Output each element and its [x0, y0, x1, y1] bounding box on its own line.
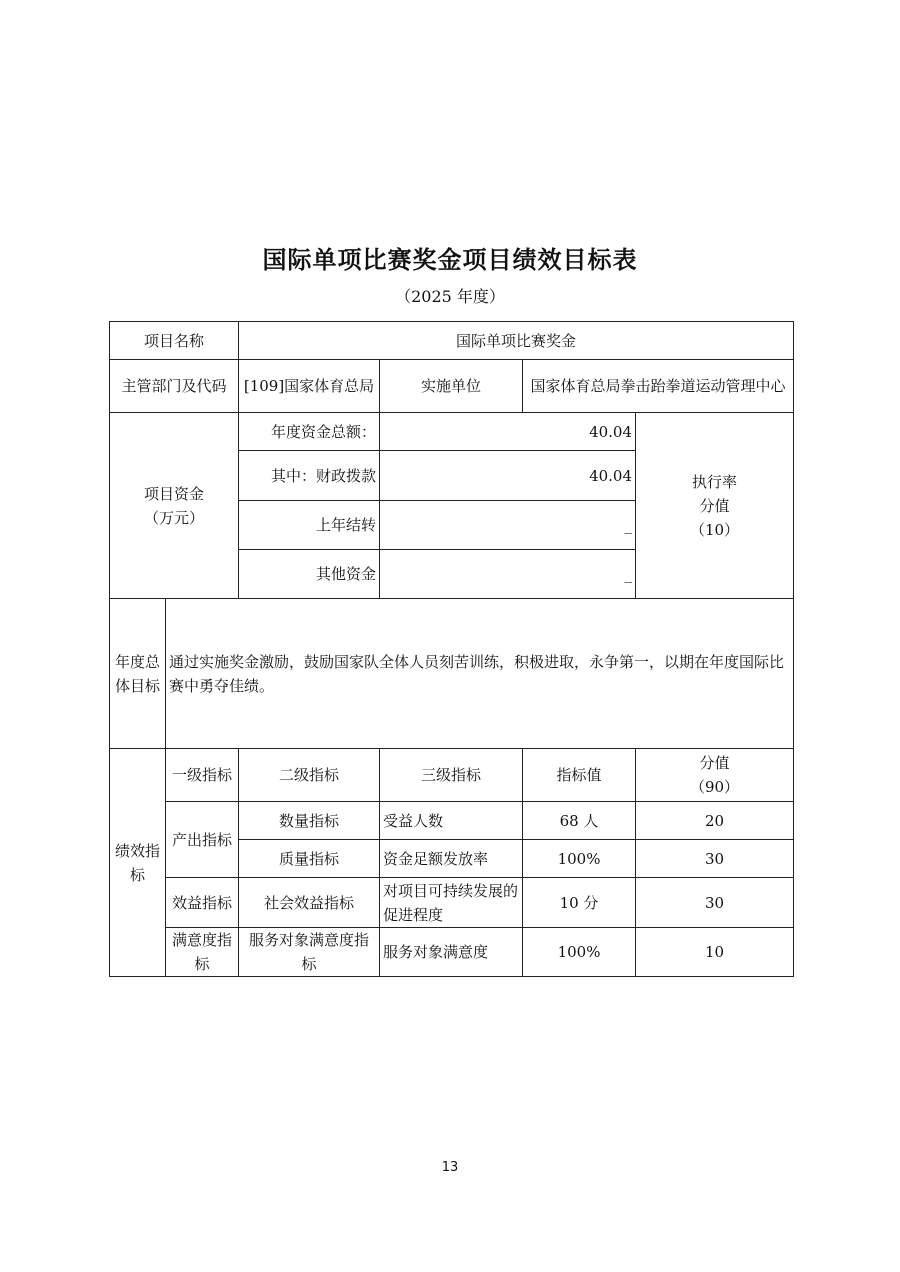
- score-cell: 30: [636, 878, 794, 928]
- table-row: [110, 413, 794, 451]
- score-cell: 30: [636, 840, 794, 878]
- table-row: [110, 599, 794, 749]
- level3-cell: 对项目可持续发展的促进程度: [380, 878, 523, 928]
- value-cell: 100%: [523, 928, 636, 977]
- page-title: 国际单项比赛奖金项目绩效目标表: [262, 246, 638, 274]
- page-number: 13: [441, 1160, 459, 1175]
- score-cell: 20: [636, 802, 794, 840]
- level3-cell: 资金足额发放率: [380, 840, 523, 878]
- table-row: [110, 749, 794, 802]
- level1-benefit: 效益指标: [166, 878, 239, 928]
- header-level3: 三级指标: [380, 749, 523, 802]
- performance-table: [109, 321, 794, 977]
- table-row: [110, 360, 794, 413]
- level1-output: 产出指标: [166, 802, 239, 878]
- header-level1: 一级指标: [166, 749, 239, 802]
- score-cell: 10: [636, 928, 794, 977]
- project-name-value: 国际单项比赛奖金: [239, 322, 794, 360]
- level3-cell: 受益人数: [380, 802, 523, 840]
- header-level2: 二级指标: [239, 749, 380, 802]
- level2-cell: 数量指标: [239, 802, 380, 840]
- funds-row-value: 40.04: [380, 413, 636, 451]
- header-score: 分值 （90）: [636, 749, 794, 802]
- project-name-label: 项目名称: [110, 322, 239, 360]
- value-cell: 100%: [523, 840, 636, 878]
- exec-rate-score: 执行率 分值 （10）: [636, 413, 794, 599]
- dept-label: 主管部门及代码: [110, 360, 239, 413]
- indicators-label: 绩效指标: [110, 749, 166, 977]
- impl-label: 实施单位: [380, 360, 523, 413]
- funds-row-value: _: [380, 550, 636, 599]
- funds-row-value: 40.04: [380, 451, 636, 501]
- value-cell: 10 分: [523, 878, 636, 928]
- funds-row-label: 其他资金: [239, 550, 380, 599]
- annual-goal-label: 年度总体目标: [110, 599, 166, 749]
- funds-row-value: _: [380, 501, 636, 550]
- dept-value: [109]国家体育总局: [239, 360, 380, 413]
- page-subtitle: （2025 年度）: [395, 287, 505, 306]
- funds-row-label: 年度资金总额：: [239, 413, 380, 451]
- funds-row-label: 上年结转: [239, 501, 380, 550]
- funds-row-label: 其中：财政拨款: [239, 451, 380, 501]
- table-row: [110, 802, 794, 840]
- funds-label: 项目资金 （万元）: [110, 413, 239, 599]
- annual-goal-text: 通过实施奖金激励，鼓励国家队全体人员刻苦训练，积极进取，永争第一，以期在年度国际比赛中勇夺佳绩。: [166, 599, 794, 749]
- header-value: 指标值: [523, 749, 636, 802]
- impl-value: 国家体育总局拳击跆拳道运动管理中心: [523, 360, 794, 413]
- level1-satisfaction: 满意度指标: [166, 928, 239, 977]
- level2-cell: 服务对象满意度指标: [239, 928, 380, 977]
- table-row: [110, 878, 794, 928]
- level2-cell: 质量指标: [239, 840, 380, 878]
- table-row: [110, 928, 794, 977]
- level3-cell: 服务对象满意度: [380, 928, 523, 977]
- value-cell: 68 人: [523, 802, 636, 840]
- table-row: [110, 322, 794, 360]
- level2-cell: 社会效益指标: [239, 878, 380, 928]
